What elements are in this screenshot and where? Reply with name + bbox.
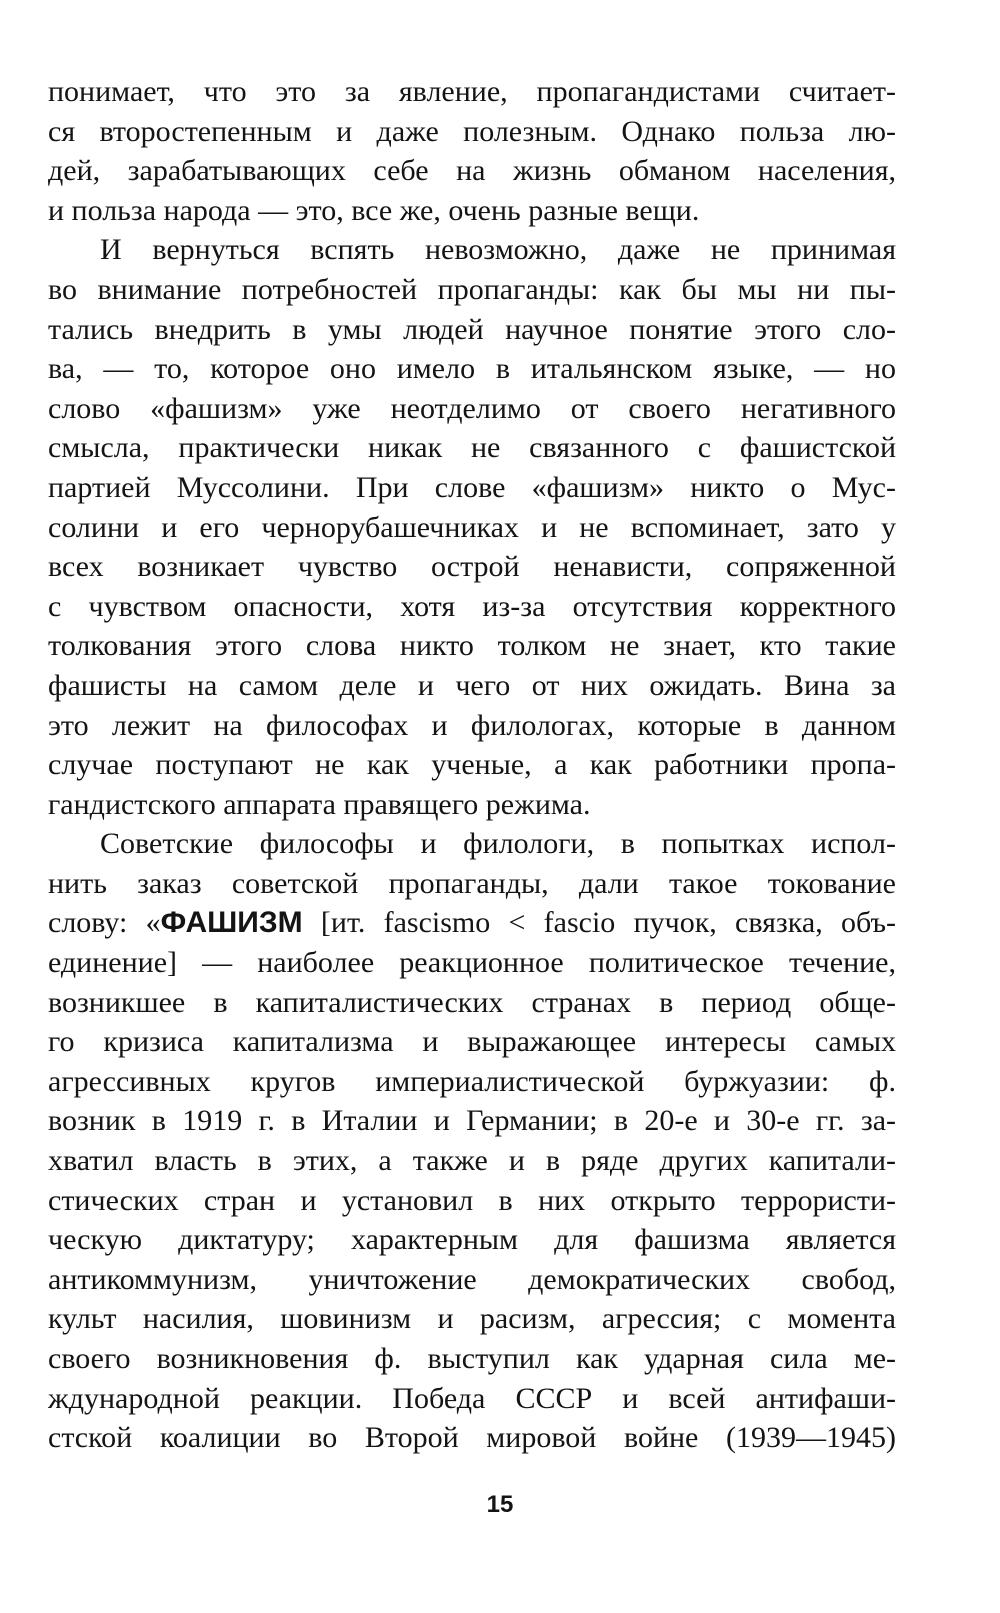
text-line: го кризиса капитализма и выражающее интересы самых <box>48 1025 896 1059</box>
text-line: своего возникновения ф. выступил как ударная сила ме- <box>48 1342 896 1375</box>
text-line: случае поступают не как ученые, а как работники пропа- <box>48 748 896 782</box>
text-line: ва, — то, которое оно имело в итальянском языке, — но <box>48 352 896 386</box>
page-number: 15 <box>486 1491 514 1518</box>
text-line: всех возникает чувство острой ненависти, сопряженной <box>48 550 896 584</box>
text-line: фашисты на самом деле и чего от них ожидать. Вина за <box>48 668 896 702</box>
text-line: это лежит на философах и филологах, которые в данном <box>48 708 896 742</box>
text-line: гандистского аппарата правящего режима. <box>48 787 591 821</box>
definition-etymology: [ит. fascismo < fascio пучок, связка, объ- <box>302 906 896 940</box>
text-line: возникшее в капиталистических странах в период обще- <box>48 985 896 1019</box>
text-line: возник в 1919 г. в Италии и Германии; в 20-е и 30-е гг. за- <box>48 1104 896 1138</box>
text-line: культ насилия, шовинизм и расизм, агрессия; с момента <box>48 1302 896 1336</box>
text-line: смысла, практически никак не связанного с фашистской <box>48 431 896 465</box>
text-line: единение] — наиболее реакционное политическое течение, <box>48 946 896 980</box>
text-line: с чувством опасности, хотя из-за отсутствия корректного <box>48 589 896 623</box>
definition-prefix: слову: « <box>48 906 161 940</box>
text-line: стических стран и установил в них открыто террористи- <box>48 1183 896 1217</box>
text-line: агрессивных кругов империалистической буржуазии: ф. <box>48 1064 896 1098</box>
text-line: партией Муссолини. При слове «фашизм» никто о Мус- <box>48 470 896 504</box>
text-line: ческую диктатуру; характерным для фашизма является <box>48 1223 896 1257</box>
text-line: антикоммунизм, уничтожение демократических свобод, <box>48 1262 896 1296</box>
text-line: солини и его чернорубашечниках и не вспоминает, зато у <box>48 510 896 544</box>
text-line: Советские философы и филологи, в попытках испол- <box>100 827 896 861</box>
text-line: хватил власть в этих, а также и в ряде других капитали- <box>48 1144 896 1178</box>
body-text <box>48 72 896 1458</box>
text-line: стской коалиции во Второй мировой войне (1939—1945) <box>48 1421 896 1455</box>
text-line: понимает, что это за явление, пропагандистами считает- <box>48 75 896 108</box>
text-line: дей, зарабатывающих себе на жизнь обманом населения, <box>48 154 896 188</box>
text-line: нить заказ советской пропаганды, дали такое токование <box>48 866 896 900</box>
text-line: толкования этого слова никто толком не знает, кто такие <box>48 629 896 663</box>
definition-line <box>48 903 896 943</box>
text-line: ся второстепенным и даже полезным. Однако польза лю- <box>48 114 896 148</box>
defined-term: ФАШИЗМ <box>160 906 303 940</box>
text-line: во внимание потребностей пропаганды: как бы мы ни пы- <box>48 272 896 306</box>
text-line: И вернуться вспять невозможно, даже не принимая <box>100 233 896 267</box>
text-line: ждународной реакции. Победа СССР и всей антифаши- <box>48 1381 896 1415</box>
text-line: и польза народа — это, все же, очень разные вещи. <box>48 193 700 227</box>
text-line: слово «фашизм» уже неотделимо от своего негативного <box>48 391 896 425</box>
text-line: тались внедрить в умы людей научное понятие этого сло- <box>48 312 896 346</box>
